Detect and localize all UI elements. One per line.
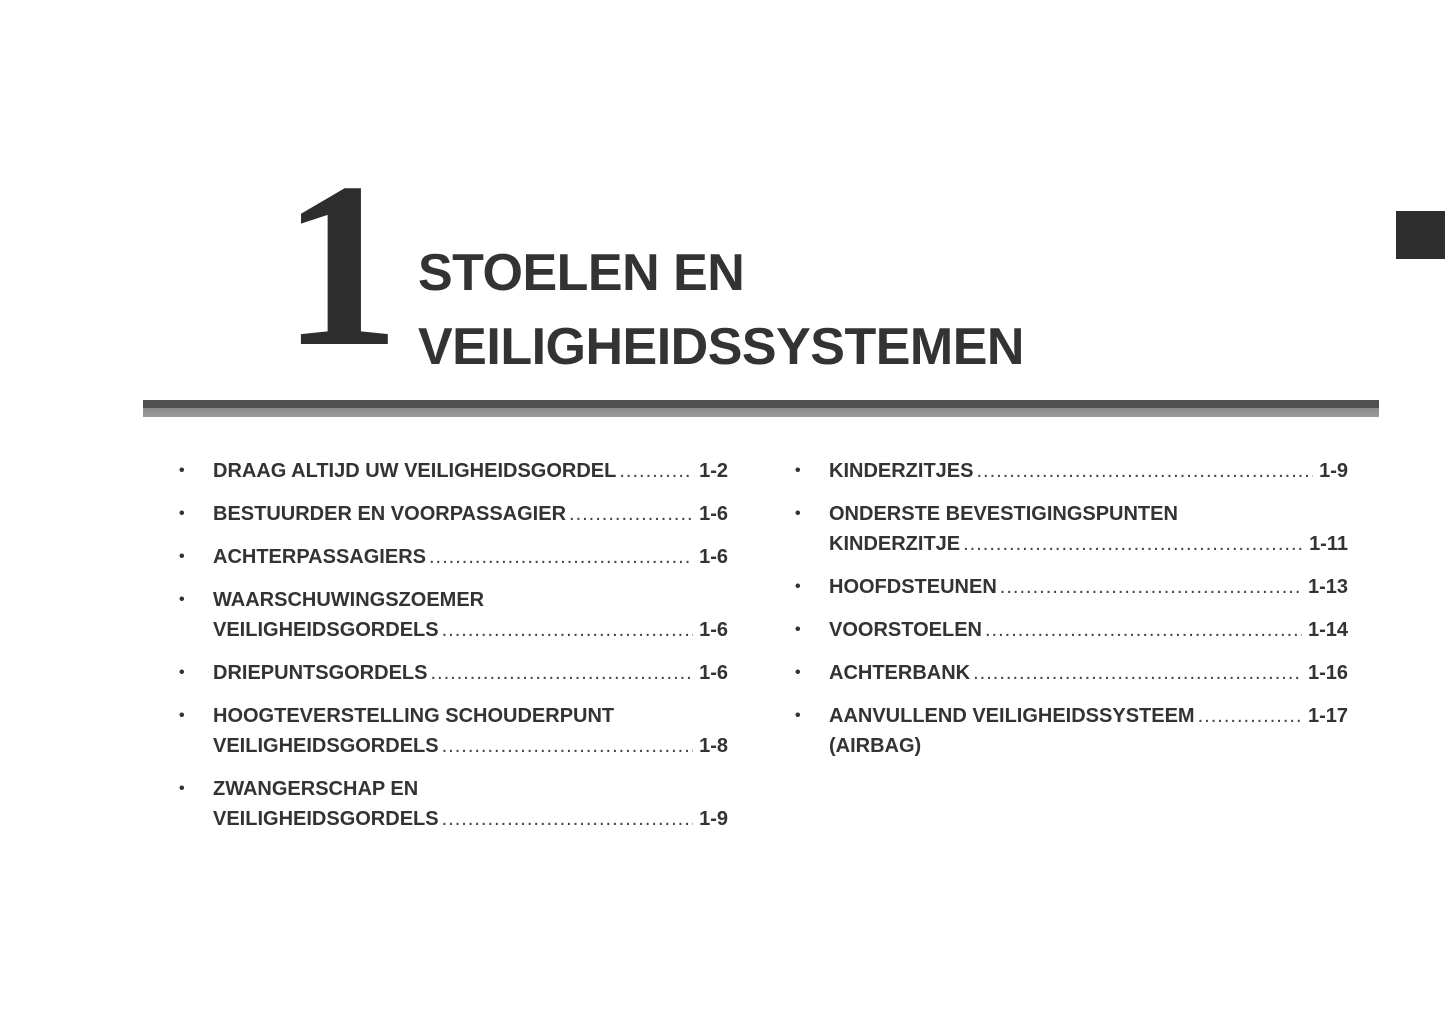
toc-page-number: 1-14: [1307, 619, 1348, 641]
dot-leader: [1198, 701, 1302, 731]
chapter-title-line-2: VEILIGHEIDSSYSTEMEN: [418, 318, 1024, 376]
bullet-icon: •: [795, 621, 801, 638]
toc-entry-label: HOOFDSTEUNEN: [829, 576, 997, 598]
toc-entry-label: VEILIGHEIDSGORDELS: [213, 808, 439, 830]
toc-entry[interactable]: [792, 701, 1348, 761]
bullet-icon: •: [179, 505, 185, 522]
toc-entry[interactable]: [176, 701, 728, 761]
toc-entry-label: DRAAG ALTIJD UW VEILIGHEIDSGORDEL: [213, 460, 617, 482]
dot-leader: [619, 456, 693, 486]
dot-leader: [430, 658, 693, 688]
toc-entry-label: ONDERSTE BEVESTIGINGSPUNTEN: [829, 503, 1178, 525]
dot-leader: [429, 542, 693, 572]
toc-entry-label: VOORSTOELEN: [829, 619, 982, 641]
bullet-icon: •: [795, 707, 801, 724]
toc-page-number: 1-11: [1309, 533, 1348, 555]
toc-page-number: 1-8: [699, 735, 728, 757]
toc-entry-label: KINDERZITJES: [829, 460, 974, 482]
bullet-icon: •: [795, 505, 801, 522]
dot-leader: [973, 658, 1302, 688]
toc-entry[interactable]: [792, 658, 1348, 688]
toc-entry-label: VEILIGHEIDSGORDELS: [213, 735, 439, 757]
bullet-icon: •: [179, 780, 185, 797]
section-divider: [143, 400, 1379, 417]
chapter-edge-tab: [1396, 211, 1445, 259]
bullet-icon: •: [179, 707, 185, 724]
toc-page-number: 1-6: [699, 503, 728, 525]
bullet-icon: •: [795, 664, 801, 681]
chapter-title: [418, 236, 1024, 384]
chapter-title-line-1: STOELEN EN: [418, 244, 745, 302]
toc-entry[interactable]: [792, 499, 1348, 559]
toc-entry-label: AANVULLEND VEILIGHEIDSSYSTEEM: [829, 705, 1195, 727]
toc-left-column: [176, 456, 728, 847]
bullet-icon: •: [795, 578, 801, 595]
toc-entry[interactable]: [792, 615, 1348, 645]
dot-leader: [985, 615, 1302, 645]
dot-leader: [1000, 572, 1302, 602]
toc-page-number: 1-6: [699, 662, 728, 684]
toc-page-number: 1-13: [1307, 576, 1348, 598]
toc-entry-label: ACHTERPASSAGIERS: [213, 546, 426, 568]
toc-page-number: 1-9: [1319, 460, 1348, 482]
toc-entry[interactable]: [176, 456, 728, 486]
toc-page-number: 1-16: [1307, 662, 1348, 684]
toc-page-number: 1-17: [1307, 705, 1348, 727]
toc-entry-label: BESTUURDER EN VOORPASSAGIER: [213, 503, 567, 525]
bullet-icon: •: [179, 548, 185, 565]
toc-entry[interactable]: [176, 499, 728, 529]
toc-entry[interactable]: [176, 585, 728, 645]
dot-leader: [976, 456, 1313, 486]
toc-entry[interactable]: [792, 456, 1348, 486]
toc-page-number: 1-9: [699, 808, 728, 830]
toc-entry-label: HOOGTEVERSTELLING SCHOUDERPUNT: [213, 705, 615, 727]
toc-entry-label: ACHTERBANK: [829, 662, 971, 684]
dot-leader: [442, 615, 694, 645]
toc-entry-label: (AIRBAG): [829, 735, 922, 757]
toc-entry-label: WAARSCHUWINGSZOEMER: [213, 589, 485, 611]
toc-right-column: [792, 456, 1348, 774]
toc-entry[interactable]: [176, 658, 728, 688]
dot-leader: [442, 731, 694, 761]
chapter-number: 1: [282, 135, 400, 396]
toc-page-number: 1-2: [699, 460, 728, 482]
dot-leader: [569, 499, 693, 529]
toc-entry-label: KINDERZITJE: [829, 533, 961, 555]
dot-leader: [442, 804, 694, 834]
dot-leader: [963, 529, 1303, 559]
toc-entry-label: VEILIGHEIDSGORDELS: [213, 619, 439, 641]
toc-entry[interactable]: [792, 572, 1348, 602]
toc-page-number: 1-6: [699, 619, 728, 641]
bullet-icon: •: [179, 462, 185, 479]
bullet-icon: •: [795, 462, 801, 479]
toc-entry[interactable]: [176, 774, 728, 834]
toc-entry-label: ZWANGERSCHAP EN: [213, 778, 419, 800]
toc-entry[interactable]: [176, 542, 728, 572]
bullet-icon: •: [179, 591, 185, 608]
toc-entry-label: DRIEPUNTSGORDELS: [213, 662, 428, 684]
toc-page-number: 1-6: [699, 546, 728, 568]
bullet-icon: •: [179, 664, 185, 681]
